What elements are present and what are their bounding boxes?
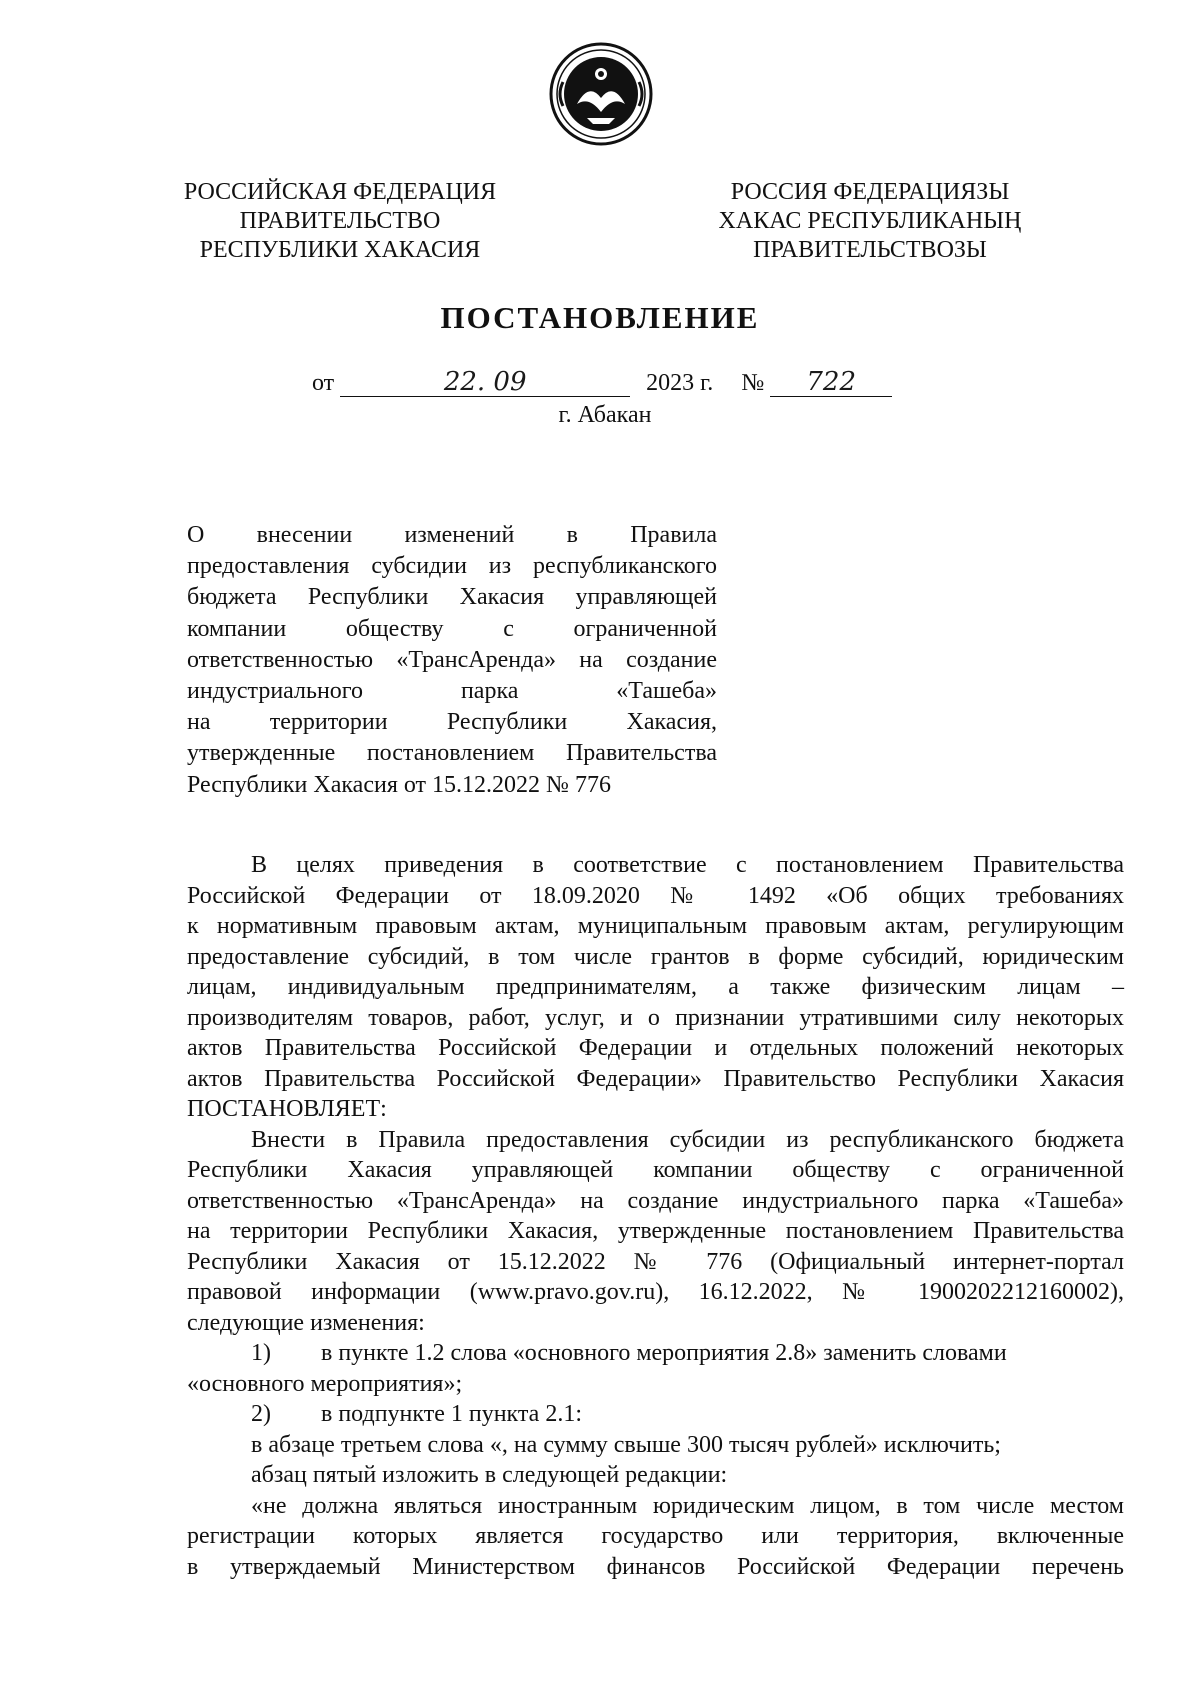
list-item-1 — [187, 1338, 1124, 1369]
coat-of-arms-emblem — [549, 42, 653, 146]
body-line: к нормативным правовым актам, муниципальным правовым актам, регулирующим — [187, 913, 1124, 939]
body-line: «основного мероприятия»; — [187, 1370, 463, 1397]
header-right-line: ХАКАС РЕСПУБЛИКАНЫҢ — [718, 208, 1022, 234]
document-subject — [187, 520, 717, 801]
body-line: предоставление субсидий, в том числе грантов в форме субсидий, юридическим — [187, 943, 1124, 970]
body-line: Внести в Правила предоставления субсидии из республиканского бюджета — [251, 1126, 1124, 1153]
body-line: «не должна являться иностранным юридическим лицом, в том числе местом — [251, 1492, 1124, 1519]
list-item-text: в подпункте 1 пункта 2.1: — [321, 1401, 582, 1427]
list-item-text: в пункте 1.2 слова «основного мероприятия 2.8» заменить словами — [321, 1340, 1007, 1366]
document-body — [187, 850, 1124, 1582]
body-line: Российской Федерации от 18.09.2020 № 1492 «Об общих требованиях — [187, 882, 1124, 909]
body-line: В целях приведения в соответствие с постановлением Правительства — [251, 852, 1124, 878]
body-line: Республики Хакасия от 15.12.2022 № 776 (Официальный интернет-портал — [187, 1248, 1124, 1275]
body-line: следующие изменения: — [187, 1309, 425, 1336]
subject-line: ответственностью «ТрансАренда» на создание — [187, 646, 717, 673]
number-label: № — [741, 370, 765, 396]
header-right — [680, 178, 1060, 265]
subject-line: на территории Республики Хакасия, — [187, 709, 717, 736]
city-label: г. Абакан — [558, 402, 652, 428]
body-line: производителям товаров, работ, услуг, и о признании утратившими силу некоторых — [187, 1004, 1124, 1031]
header-right-line: РОССИЯ ФЕДЕРАЦИЯЗЫ — [730, 179, 1010, 205]
body-line: в абзаце третьем слова «, на сумму свыше 300 тысяч рублей» исключить; — [251, 1431, 1001, 1458]
subject-line: индустриального парка «Ташеба» — [187, 678, 717, 705]
body-line: правовой информации (www.pravo.gov.ru), 16.12.2022, № 1900202212160002), — [187, 1279, 1124, 1305]
list-item-number: 2) — [251, 1401, 271, 1427]
header-left-line: ПРАВИТЕЛЬСТВО — [239, 208, 441, 234]
body-line: абзац пятый изложить в следующей редакции: — [251, 1462, 728, 1488]
subject-line: О внесении изменений в Правила — [187, 522, 717, 548]
body-line: лицам, индивидуальным предпринимателям, а также физическим лицам – — [187, 974, 1124, 1000]
body-line: в утверждаемый Министерством финансов Российской Федерации перечень — [187, 1553, 1124, 1580]
document-type-title: ПОСТАНОВЛЕНИЕ — [440, 300, 760, 335]
date-handwritten: 22. 09 — [340, 368, 630, 397]
header-right-line: ПРАВИТЕЛЬСТВОЗЫ — [753, 237, 987, 263]
header-left — [150, 178, 530, 265]
body-line: на территории Республики Хакасия, утвержденные постановлением Правительства — [187, 1218, 1124, 1244]
subject-line: утвержденные постановлением Правительства — [187, 740, 717, 767]
body-line: актов Правительства Российской Федерации и отдельных положений некоторых — [187, 1035, 1124, 1061]
body-line: ПОСТАНОВЛЯЕТ: — [187, 1096, 387, 1122]
subject-line: компании обществу с ограниченной — [187, 615, 717, 642]
number-handwritten: 722 — [770, 368, 892, 397]
header-left-line: РОССИЙСКАЯ ФЕДЕРАЦИЯ — [183, 179, 497, 205]
from-label: от — [312, 370, 335, 396]
subject-line: Республики Хакасия от 15.12.2022 № 776 — [187, 771, 611, 798]
body-line: регистрации которых является государство или территория, включенные — [187, 1523, 1124, 1549]
list-item-number: 1) — [251, 1340, 271, 1366]
body-line: Республики Хакасия управляющей компании обществу с ограниченной — [187, 1157, 1124, 1183]
year-label: 2023 г. — [646, 370, 714, 396]
date-number-line — [312, 368, 892, 397]
list-item-2 — [187, 1399, 1124, 1430]
body-line: ответственностью «ТрансАренда» на создание индустриального парка «Ташеба» — [187, 1187, 1124, 1214]
subject-line: бюджета Республики Хакасия управляющей — [187, 584, 717, 611]
subject-line: предоставления субсидии из республиканского — [187, 553, 717, 580]
header-left-line: РЕСПУБЛИКИ ХАКАСИЯ — [199, 237, 481, 263]
body-line: актов Правительства Российской Федерации» Правительство Республики Хакасия — [187, 1065, 1124, 1092]
